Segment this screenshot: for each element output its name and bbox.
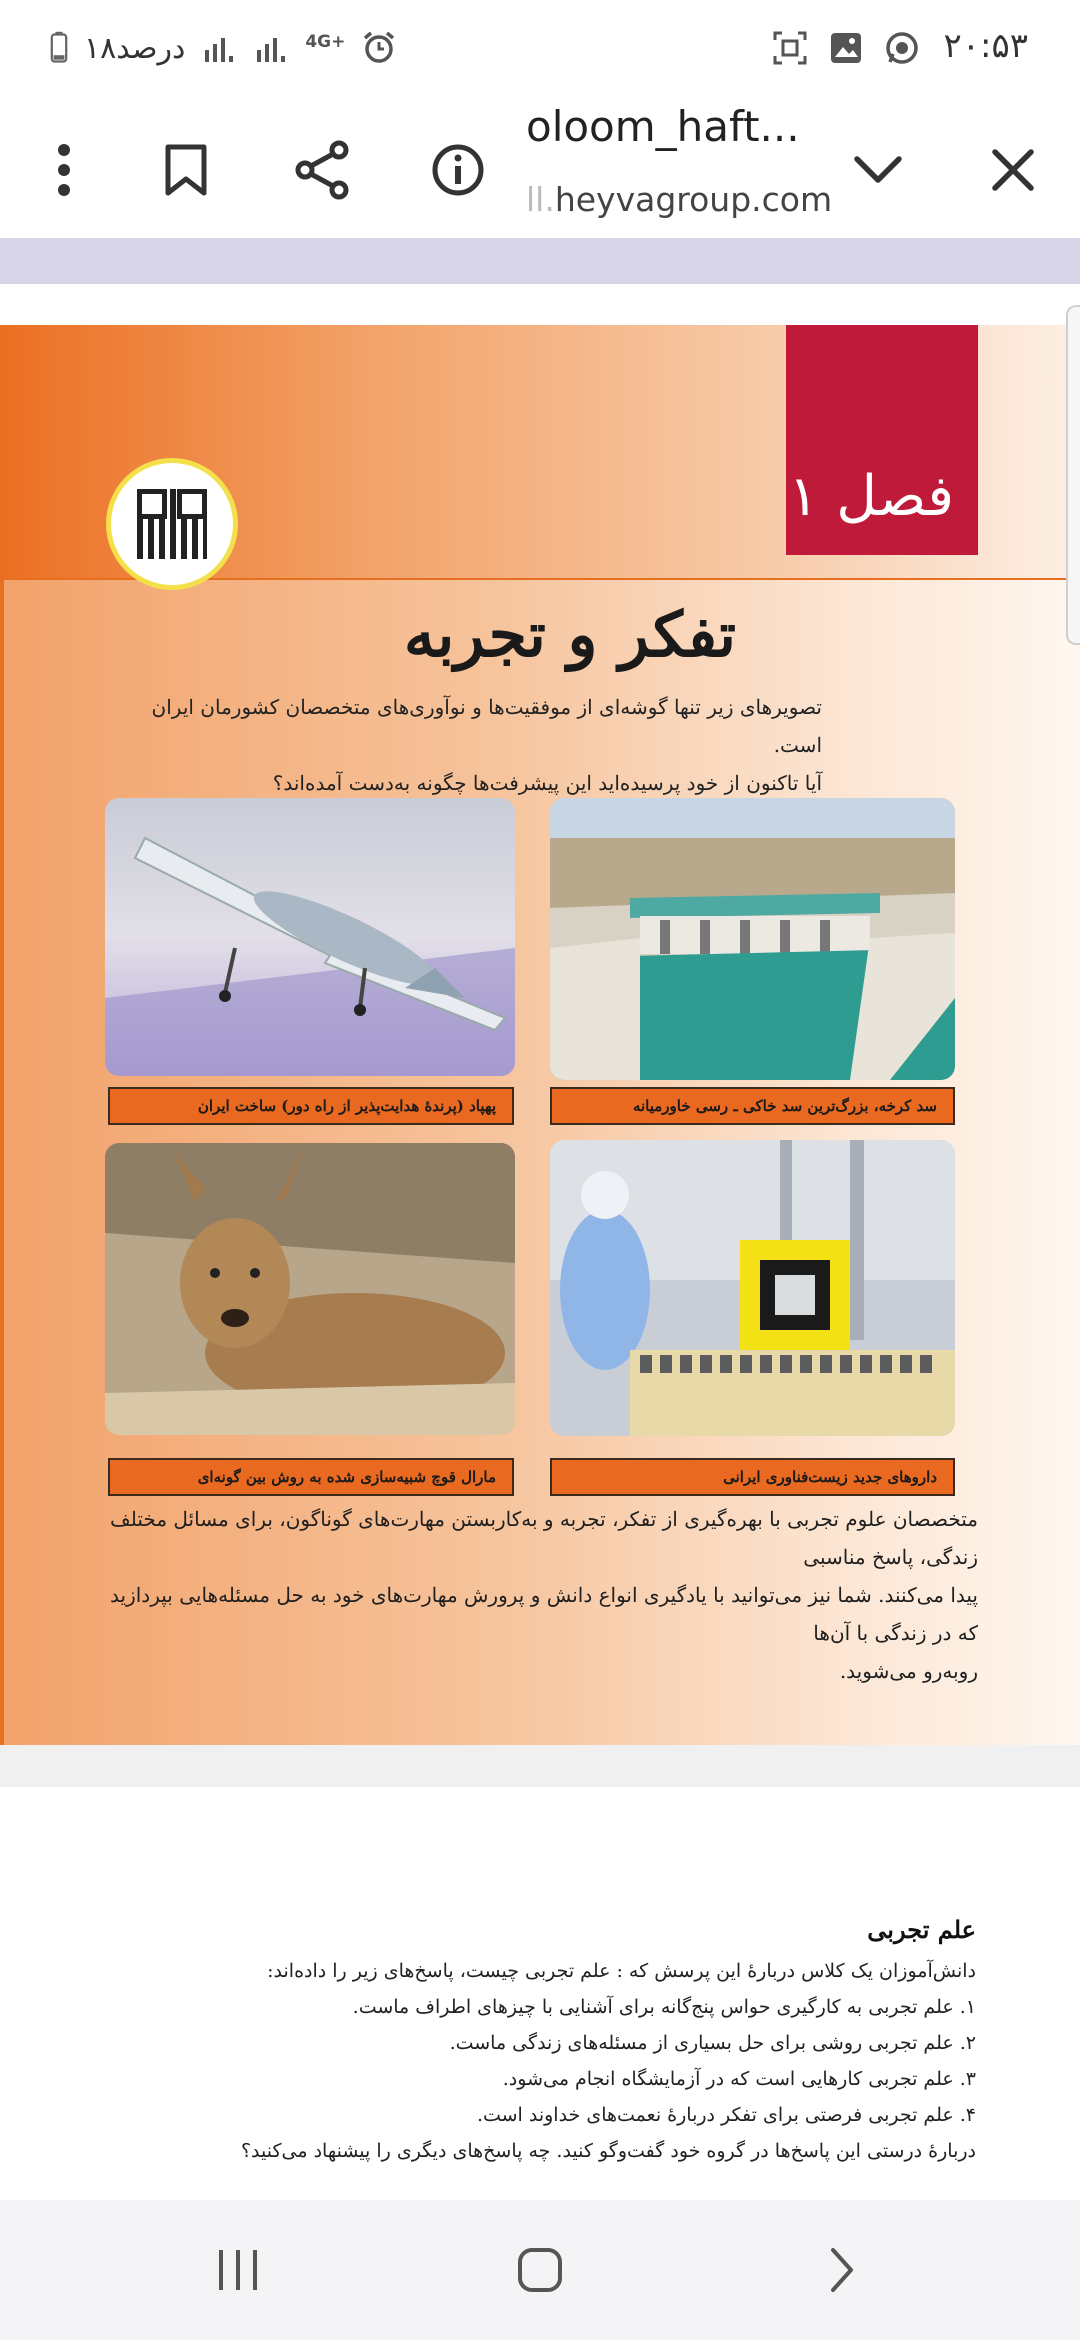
- section-text: [240, 1953, 976, 2169]
- share-icon: [293, 140, 351, 200]
- home-icon: [516, 2246, 564, 2294]
- intro-text: [122, 688, 822, 802]
- scrollbar-thumb[interactable]: [1066, 305, 1080, 645]
- status-bar: [0, 0, 1080, 100]
- back-button[interactable]: [802, 2235, 882, 2305]
- section-line: ۲. علم تجربی روشی برای حل بسیاری از مسئله‌های زندگی ماست.: [449, 2032, 976, 2054]
- whatsapp-icon: [884, 30, 920, 66]
- pharma-caption: داروهای جدید زیست‌فناوری ایرانی: [550, 1458, 955, 1496]
- page-title: oloom_haft...: [526, 102, 800, 151]
- status-left-icons: [50, 30, 397, 66]
- alarm-icon: [361, 30, 397, 66]
- drone-photo: [105, 798, 515, 1076]
- page-info-button[interactable]: [418, 130, 498, 210]
- section-line: ۱. علم تجربی به کارگیری حواس پنج‌گانه برای آشنایی با چیزهای اطراف ماست.: [352, 1996, 976, 2018]
- status-right-icons: [772, 30, 920, 66]
- battery-percentage: ۱۸درصد: [84, 30, 186, 66]
- chevron-down-icon: [853, 155, 903, 185]
- page-separator: [0, 1745, 1080, 1787]
- body-paragraph: [104, 1500, 978, 1690]
- bookmark-button[interactable]: [146, 130, 226, 210]
- chapter-badge: [786, 325, 978, 555]
- chapter-title: تفکر و تجربه: [403, 598, 737, 671]
- network-type: 4G+: [305, 32, 346, 52]
- section-line: ۳. علم تجربی کارهایی است که در آزمایشگاه انجام می‌شود.: [502, 2068, 976, 2090]
- section-line: دربارهٔ درستی این پاسخ‌ها در گروه خود گفت‌وگو کنید. چه پاسخ‌های دیگری را پیشنهاد می‌کنید؟: [240, 2140, 976, 2162]
- gallery-icon: [828, 30, 864, 66]
- url-domain: heyvagroup.com: [554, 180, 833, 219]
- section-line: ۴. علم تجربی فرصتی برای تفکر دربارهٔ نعمت‌های خداوند است.: [476, 2104, 976, 2126]
- screenshot-icon: [772, 30, 808, 66]
- system-nav-bar: [0, 2200, 1080, 2340]
- deer-photo: [105, 1143, 515, 1435]
- expand-button[interactable]: [838, 130, 918, 210]
- section-heading: علم تجربی: [867, 1915, 976, 1944]
- qr-code-icon: [137, 489, 207, 559]
- signal-icon: [253, 30, 289, 66]
- close-button[interactable]: [973, 130, 1053, 210]
- recent-apps-icon: [215, 2248, 261, 2292]
- home-button[interactable]: [500, 2235, 580, 2305]
- body-line: متخصصان علوم تجربی با بهره‌گیری از تفکر، تجربه و به‌کاربستن مهارت‌های گوناگون، برای مسائل مختلف زندگی، پاسخ مناسبی: [110, 1507, 978, 1569]
- page-url: [526, 180, 832, 219]
- section-line: دانش‌آموزان یک کلاس دربارهٔ این پرسش که : علم تجربی چیست، پاسخ‌های زیر را داده‌اند:: [267, 1960, 976, 1982]
- deer-caption: مارال قوچ شبیه‌سازی شده به روش بین گونه‌ای: [108, 1458, 514, 1496]
- dam-photo: [550, 798, 955, 1080]
- more-options-icon: [57, 144, 71, 196]
- url-prefix: ll.: [526, 180, 555, 219]
- qr-code-badge[interactable]: [106, 458, 238, 590]
- signal-icon: [201, 30, 237, 66]
- bookmark-icon: [164, 143, 208, 197]
- intro-line: آیا تاکنون از خود پرسیده‌اید این پیشرفت‌ها چگونه به‌دست آمده‌اند؟: [272, 771, 822, 795]
- dam-caption: سد کرخه، بزرگ‌ترین سد خاکی ـ رسی خاورمیانه: [550, 1087, 955, 1125]
- back-icon: [827, 2246, 857, 2294]
- share-button[interactable]: [282, 130, 362, 210]
- body-line: پیدا می‌کنند. شما نیز می‌توانید با یادگیری انواع دانش و پرورش مهارت‌های خود به حل مسئله‌هایی بپردازید که در زندگی با آن‌ها: [110, 1583, 978, 1645]
- intro-line: تصویرهای زیر تنها گوشه‌ای از موفقیت‌ها و نوآوری‌های متخصصان کشورمان ایران است.: [151, 695, 822, 757]
- page-left-rule: [0, 578, 4, 1745]
- body-line: روبه‌رو می‌شوید.: [839, 1659, 978, 1683]
- pharma-photo: [550, 1140, 955, 1436]
- chapter-label: فصل ۱: [788, 464, 954, 529]
- more-options-button[interactable]: [24, 130, 104, 210]
- drone-caption: پهپاد (پرندهٔ هدایت‌پذیر از راه دور) ساخت ایران: [108, 1087, 514, 1125]
- info-icon: [431, 143, 485, 197]
- battery-icon: [50, 31, 68, 65]
- recent-apps-button[interactable]: [198, 2235, 278, 2305]
- close-icon: [991, 148, 1035, 192]
- toolbar-divider: [0, 238, 1080, 284]
- clock: ۲۰:۵۳: [943, 26, 1028, 66]
